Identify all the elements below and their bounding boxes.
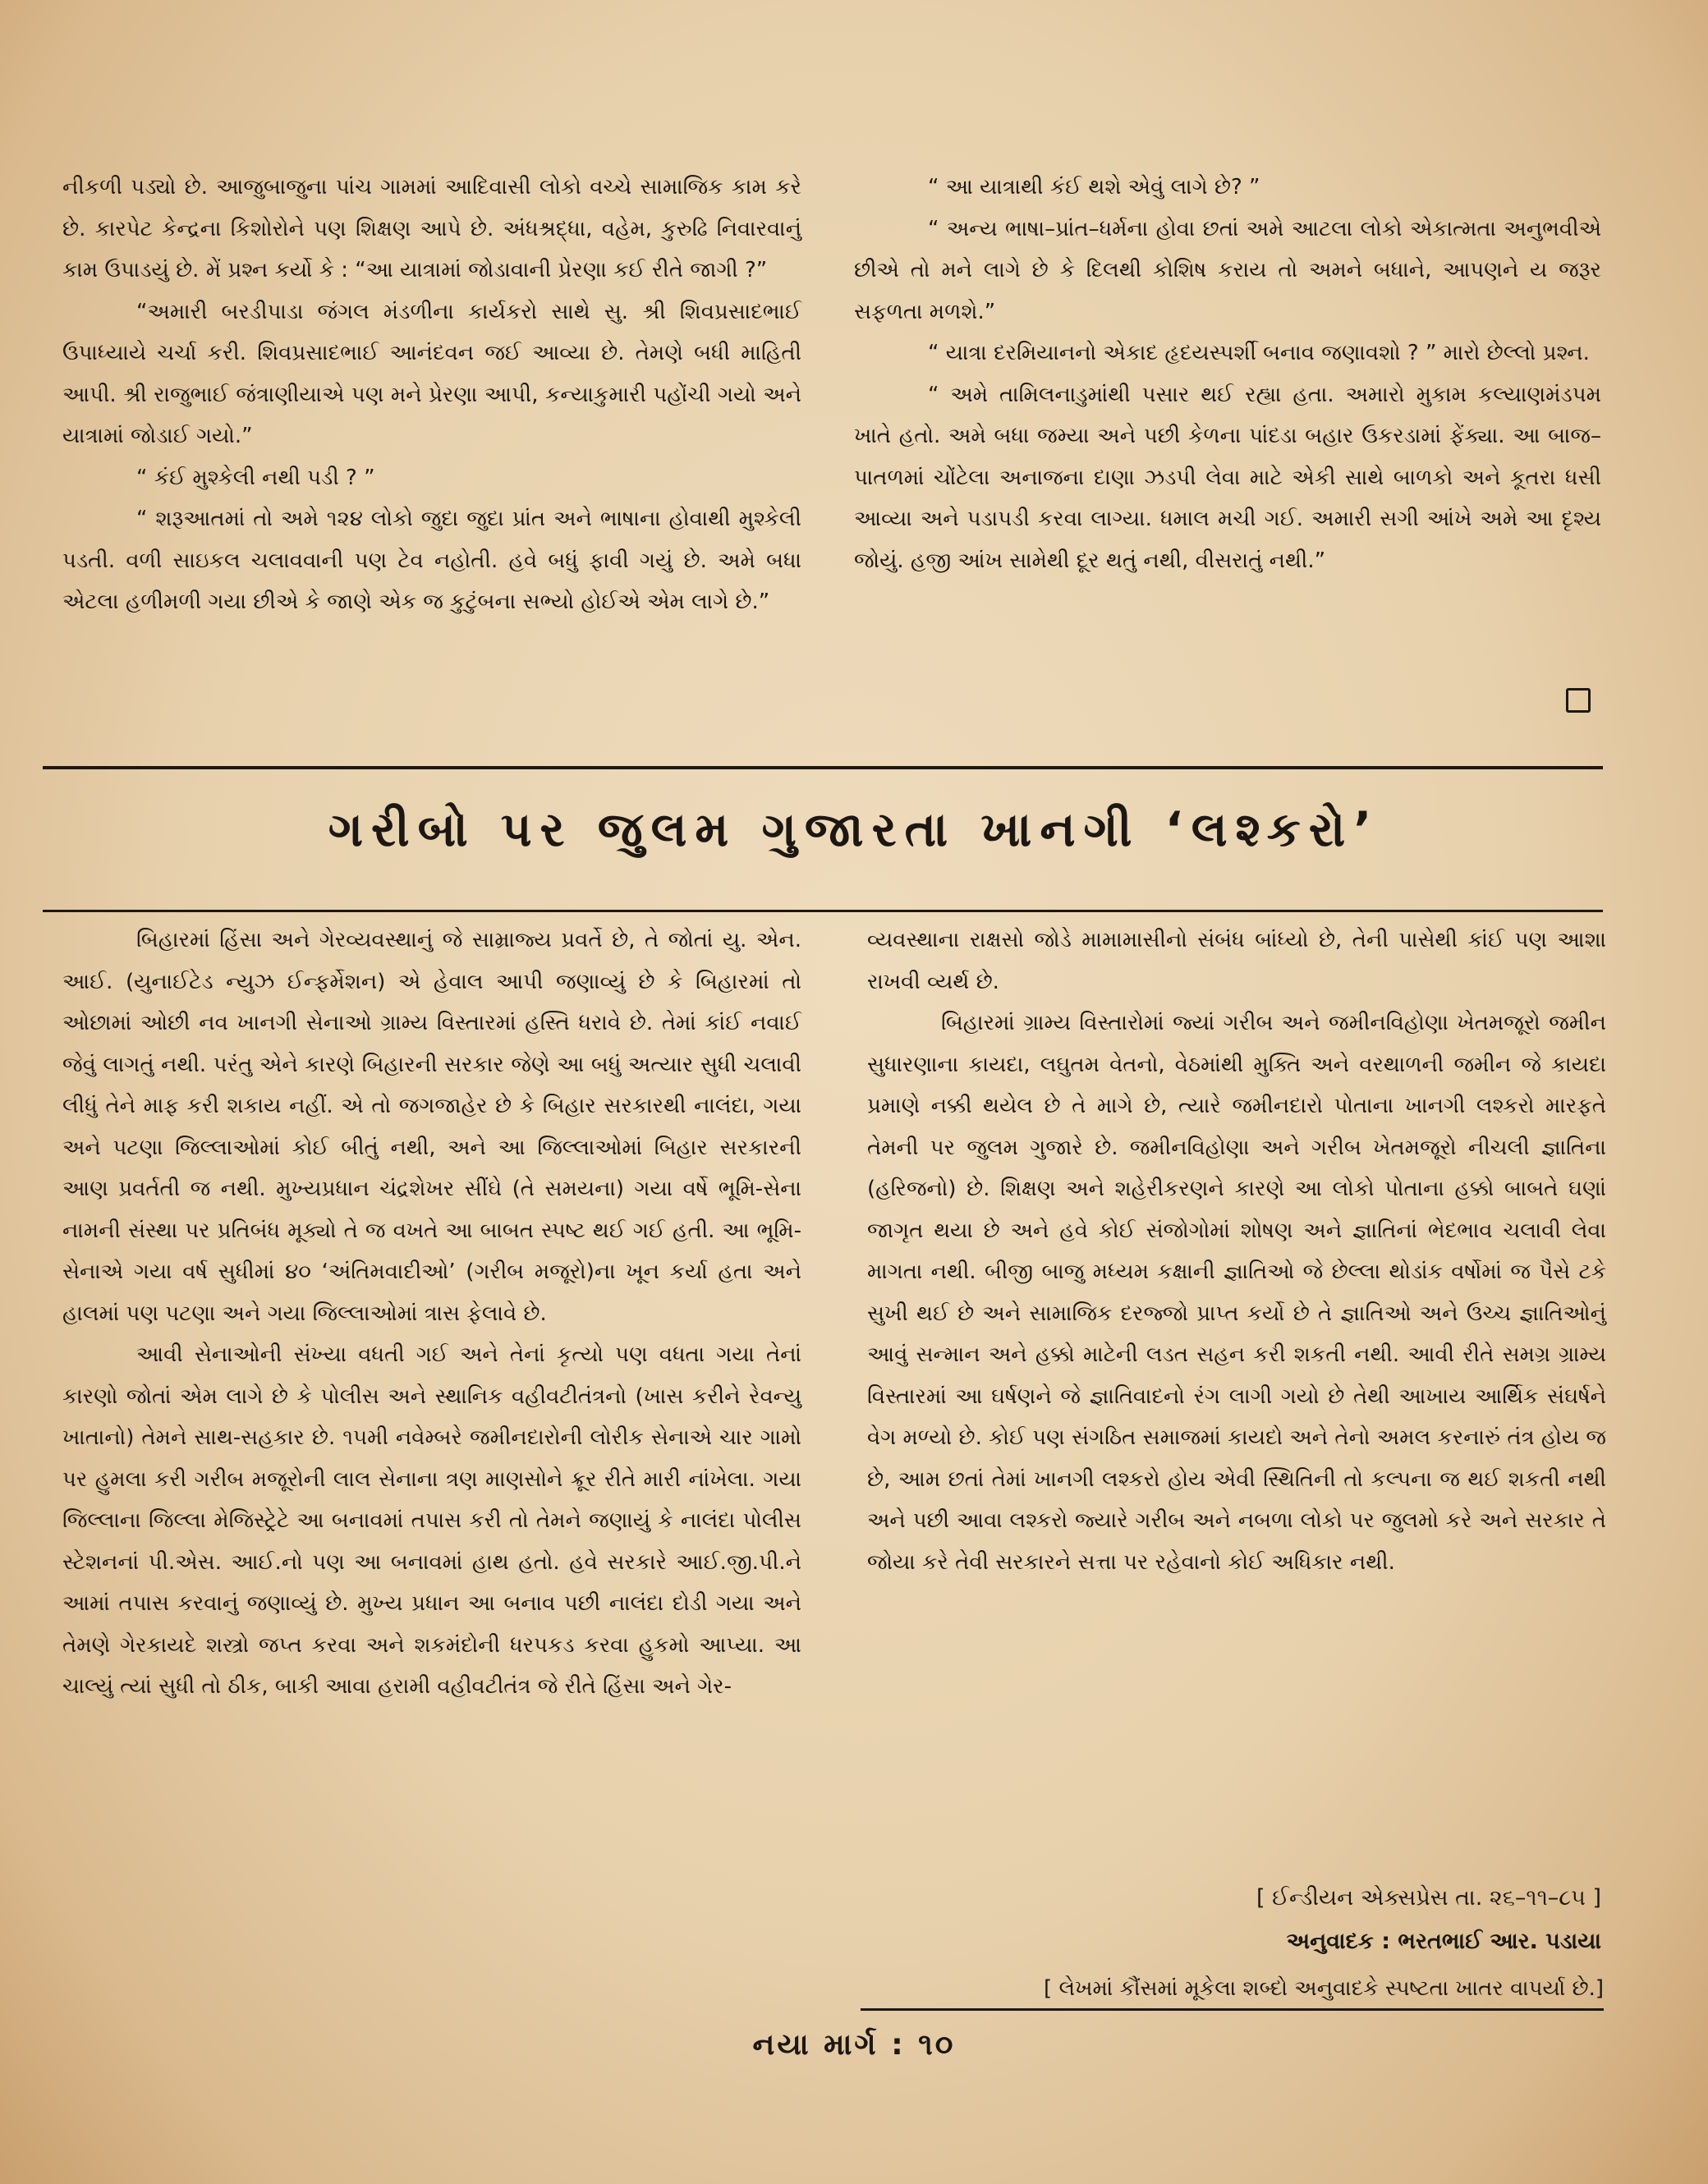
bottom-left-column xyxy=(62,920,801,1708)
translator-note: [ લેખમાં કૌંસમાં મૂકેલા શબ્દો અનુવાદકે સ્પષ્ટતા ખાતર વાપર્યા છે.] xyxy=(861,1971,1604,2011)
paragraph: “અમારી બરડીપાડા જંગલ મંડળીના કાર્યકરો સાથે સુ. શ્રી શિવપ્રસાદભાઈ ઉપાધ્યાયે ચર્ચા કરી. શિવપ્રસાદભાઈ આનંદવન જઈ આવ્યા છે. તેમણે બધી માહિતી આપી. શ્રી રાજુભાઈ જંત્રાણીયાએ પણ મને પ્રેરણા આપી, કન્યાકુમારી પહોંચી ગયો અને યાત્રામાં જોડાઈ ગયો.” xyxy=(62,299,801,448)
article-headline: ગરીબો પર જુલમ ગુજારતા ખાનગી ‘લશ્કરો’ xyxy=(328,801,1380,857)
paragraph: “ અન્ય ભાષા–પ્રાંત–ધર્મના હોવા છતાં અમે આટલા લોકો એકાત્મતા અનુભવીએ છીએ તો મને લાગે છે કે દિલથી કોશિષ કરાય તો અમને બધાને, આપણને ય જરૂર સફળતા મળશે.” xyxy=(854,216,1601,324)
page-footer: નયા માર્ગ : ૧૦ xyxy=(752,2028,956,2062)
paragraph: “ આ યાત્રાથી કંઈ થશે એવું લાગે છે? ” xyxy=(928,175,1260,200)
paragraph: વ્યવસ્થાના રાક્ષસો જોડે મામામાસીનો સંબંધ બાંધ્યો છે, તેની પાસેથી કાંઈ પણ આશા રાખવી વ્યર્થ છે. xyxy=(867,928,1606,994)
bottom-right-column xyxy=(867,920,1606,1583)
paragraph: બિહારમાં હિંસા અને ગેરવ્યવસ્થાનું જે સામ્રાજ્ય પ્રવર્તે છે, તે જોતાં યુ. એન. આઈ. (યુનાઈટેડ ન્યુઝ ઈન્ફર્મેશન) એ હેવાલ આપી જણાવ્યું છે કે બિહારમાં તો ઓછામાં ઓછી નવ ખાનગી સેનાઓ ગ્રામ્ય વિસ્તારમાં હસ્તિ ધરાવે છે. તેમાં કાંઈ નવાઈ જેવું લાગતું નથી. પરંતુ એને કારણે બિહારની સરકાર જેણે આ બધું અત્યાર સુધી ચલાવી લીધું તેને માફ કરી શકાય નહીં. એ તો જગજાહેર છે કે બિહાર સરકારથી નાલંદા, ગયા અને પટણા જિલ્લાઓમાં કોઈ બીતું નથી, અને આ જિલ્લાઓમાં બિહાર સરકારની આણ પ્રવર્તતી જ નથી. મુખ્યપ્રધાન ચંદ્રશેખર સીંઘે (તે સમયના) ગયા વર્ષે ભૂમિ-સેના નામની સંસ્થા પર પ્રતિબંધ મૂક્યો તે જ વખતે આ બાબત સ્પષ્ટ થઈ ગઈ હતી. આ ભૂમિ-સેનાએ ગયા વર્ષ સુધીમાં ૪૦ ‘અંતિમવાદીઓ’ (ગરીબ મજૂરો)ના ખૂન કર્યા હતા અને હાલમાં પણ પટણા અને ગયા જિલ્લાઓમાં ત્રાસ ફેલાવે છે. xyxy=(62,928,801,1326)
paragraph: “ અમે તામિલનાડુમાંથી પસાર થઈ રહ્યા હતા. અમારો મુકામ કલ્યાણમંડપમ ખાતે હતો. અમે બધા જમ્યા અને પછી કેળના પાંદડા બહાર ઉકરડામાં ફેંક્યા. આ બાજ–પાતળમાં ચોંટેલા અનાજના દાણા ઝડપી લેવા માટે એકી સાથે બાળકો અને કૂતરા ધસી આવ્યા અને પડાપડી કરવા લાગ્યા. ધમાલ મચી ગઈ. અમારી સગી આંખે અમે આ દૃશ્ય જોયું. હજી આંખ સામેથી દૂર થતું નથી, વીસરાતું નથી.” xyxy=(854,382,1601,573)
divider-under-headline xyxy=(43,910,1603,912)
paragraph: નીકળી પડ્યો છે. આજુબાજુના પાંચ ગામમાં આદિવાસી લોકો વચ્ચે સામાજિક કામ કરે છે. કારપેટ કેન્દ્રના કિશોરોને પણ શિક્ષણ આપે છે. અંધશ્રદ્ધા, વહેમ, કુરુઢિ નિવારવાનું કામ ઉપાડયું છે. મેં પ્રશ્ન કર્યો કે : “આ યાત્રામાં જોડાવાની પ્રેરણા કઈ રીતે જાગી ?” xyxy=(62,175,801,282)
divider-top-rule xyxy=(43,766,1603,769)
paragraph: “ કંઈ મુશ્કેલી નથી પડી ? ” xyxy=(136,465,375,490)
paragraph: બિહારમાં ગ્રામ્ય વિસ્તારોમાં જ્યાં ગરીબ અને જમીનવિહોણા ખેતમજૂરો જમીન સુધારણાના કાયદા, લઘુતમ વેતનો, વેઠમાંથી મુક્તિ અને વરથાળની જમીન જે કાયદા પ્રમાણે નક્કી થયેલ છે તે માગે છે, ત્યારે જમીનદારો પોતાના ખાનગી લશ્કરો મારફતે તેમની પર જુલમ ગુજારે છે. જમીનવિહોણા અને ગરીબ ખેતમજૂરો નીચલી જ્ઞાતિના (હરિજનો) છે. શિક્ષણ અને શહેરીકરણને કારણે આ લોકો પોતાના હક્કો બાબતે ઘણાં જાગૃત થયા છે અને હવે કોઈ સંજોગોમાં શોષણ અને જ્ઞાતિનાં ભેદભાવ ચલાવી લેવા માગતા નથી. બીજી બાજુ મધ્યમ કક્ષાની જ્ઞાતિઓ જે છેલ્લા થોડાંક વર્ષોમાં જ પૈસે ટકે સુખી થઈ છે અને સામાજિક દરજ્જો પ્રાપ્ત કર્યો છે તે જ્ઞાતિઓ અને ઉચ્ચ જ્ઞાતિઓનું આવું સન્માન અને હક્કો માટેની લડત સહન કરી શકતી નથી. આવી રીતે સમગ્ર ગ્રામ્ય વિસ્તારમાં આ ઘર્ષણને જે જ્ઞાતિવાદનો રંગ લાગી ગયો છે તેથી આખાય આર્થિક સંઘર્ષને વેગ મળ્યો છે. કોઈ પણ સંગઠિત સમાજમાં કાયદો અને તેનો અમલ કરનારું તંત્ર હોય જ છે, આમ છતાં તેમાં ખાનગી લશ્કરો હોય એવી સ્થિતિની તો કલ્પના જ થઈ શકતી નથી અને પછી આવા લશ્કરો જ્યારે ગરીબ અને નબળા લોકો પર જુલમો કરે અને સરકાર તે જોયા કરે તેવી સરકારને સત્તા પર રહેવાનો કોઈ અધિકાર નથી. xyxy=(867,1011,1606,1575)
top-right-column xyxy=(854,167,1601,581)
paragraph: “ શરૂઆતમાં તો અમે ૧૨૪ લોકો જુદા જુદા પ્રાંત અને ભાષાના હોવાથી મુશ્કેલી પડતી. વળી સાઇકલ ચલાવવાની પણ ટેવ નહોતી. હવે બધું ફાવી ગયું છે. અમે બધા એટલા હળીમળી ગયા છીએ કે જાણે એક જ કુટુંબના સભ્યો હોઈએ એમ લાગે છે.” xyxy=(62,507,801,614)
source-citation: [ ઈન્ડીયન એક્સપ્રેસ તા. ૨૬–૧૧–૮૫ ] xyxy=(1256,1885,1601,1911)
translator-credit: અનુવાદક : ભરતભાઈ આર. પડાયા xyxy=(1286,1929,1601,1954)
paragraph: “ યાત્રા દરમિયાનનો એકાદ હૃદયસ્પર્શી બનાવ જણાવશો ? ” મારો છેલ્લો પ્રશ્ન. xyxy=(928,341,1590,365)
end-of-article-mark xyxy=(1566,688,1591,713)
top-left-column xyxy=(62,167,801,623)
paragraph: આવી સેનાઓની સંખ્યા વધતી ગઈ અને તેનાં કૃત્યો પણ વધતા ગયા તેનાં કારણો જોતાં એમ લાગે છે કે પોલીસ અને સ્થાનિક વહીવટીતંત્રનો (ખાસ કરીને રેવન્યુ ખાતાનો) તેમને સાથ-સહકાર છે. ૧૫મી નવેમ્બરે જમીનદારોની લોરીક સેનાએ ચાર ગામો પર હુમલા કરી ગરીબ મજૂરોની લાલ સેનાના ત્રણ માણસોને ક્રૂર રીતે મારી નાંખેલા. ગયા જિલ્લાના જિલ્લા મેજિસ્ટ્રેટે આ બનાવમાં તપાસ કરી તો તેમને જણાયું કે નાલંદા પોલીસ સ્ટેશનનાં પી.એસ. આઈ.નો પણ આ બનાવમાં હાથ હતો. હવે સરકારે આઈ.જી.પી.ને આમાં તપાસ કરવાનું જણાવ્યું છે. મુખ્ય પ્રધાન આ બનાવ પછી નાલંદા દોડી ગયા અને તેમણે ગેરકાયદે શસ્ત્રો જપ્ત કરવા અને શકમંદોની ધરપકડ કરવા હુકમો આપ્યા. આ ચાલ્યું ત્યાં સુધી તો ઠીક, બાકી આવા હરામી વહીવટીતંત્ર જે રીતે હિંસા અને ગેર- xyxy=(62,1342,801,1699)
